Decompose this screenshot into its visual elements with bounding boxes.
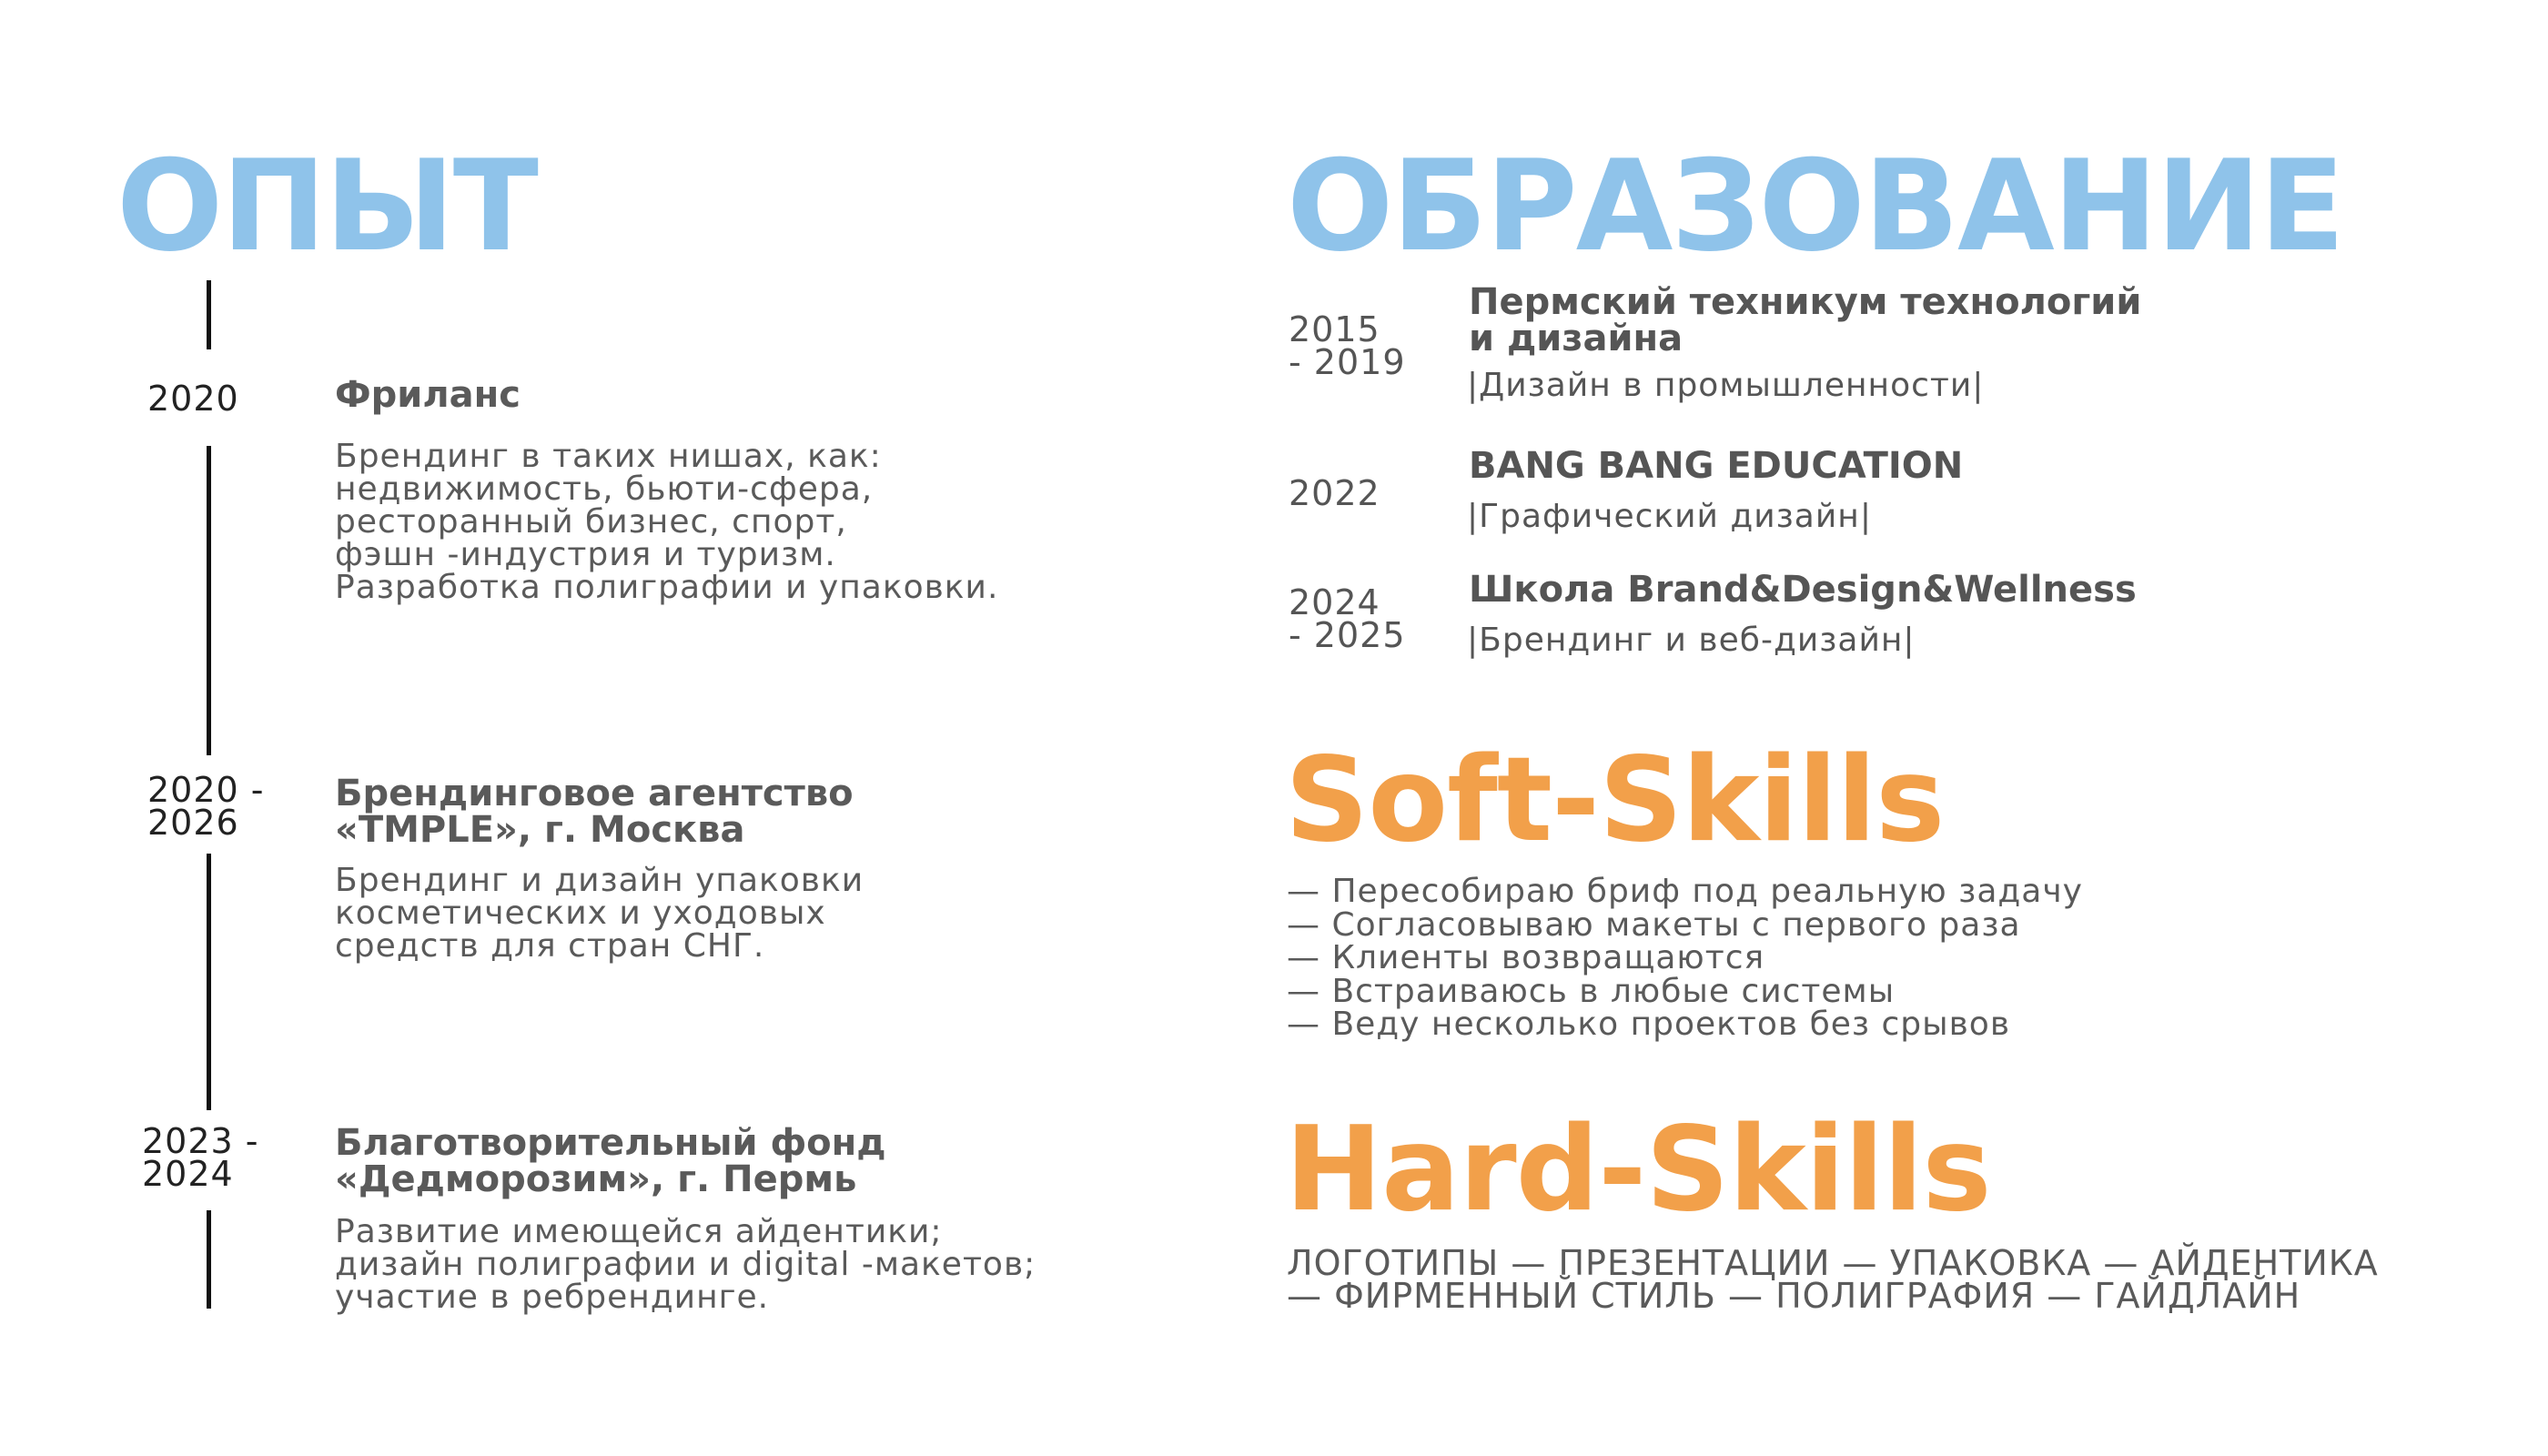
education-specialty: |Графический дизайн| bbox=[1467, 498, 1872, 535]
education-year: 2022 bbox=[1289, 473, 1380, 513]
experience-title: Брендинговое агентство «TMPLE», г. Москва bbox=[335, 773, 854, 851]
experience-title: Благотворительный фонд «Дедморозим», г. Пермь bbox=[335, 1122, 886, 1200]
timeline-segment bbox=[207, 446, 211, 755]
soft-skill-item: — Встраиваюсь в любые системы bbox=[1287, 972, 1896, 1010]
timeline-segment bbox=[207, 1210, 211, 1309]
education-year: 2024 - 2025 bbox=[1289, 582, 1406, 655]
experience-description: Брендинг в таких нишах, как: недвижимость, бьюти-сфера, ресторанный бизнес, спорт, фэшн -индустрия и туризм. Разработка полиграфии и упаковки. bbox=[335, 438, 999, 606]
experience-title: Фриланс bbox=[335, 374, 521, 416]
soft-skill-item: — Согласовываю макеты с первого раза bbox=[1287, 905, 2021, 944]
experience-year: 2020 bbox=[147, 379, 239, 419]
experience-heading: ОПЫТ bbox=[116, 133, 537, 279]
education-school: Пермский техникум технологий и дизайна bbox=[1469, 281, 2142, 359]
education-school: BANG BANG EDUCATION bbox=[1469, 445, 1964, 487]
education-specialty: |Брендинг и веб-дизайн| bbox=[1467, 622, 1916, 659]
soft-skills-heading: Soft-Skills bbox=[1285, 733, 1945, 868]
soft-skill-item: — Клиенты возвращаются bbox=[1287, 939, 1765, 976]
timeline-segment bbox=[207, 854, 211, 1110]
education-specialty: |Дизайн в промышленности| bbox=[1467, 367, 1985, 404]
soft-skill-item: — Пересобираю бриф под реальную задачу bbox=[1287, 873, 2083, 910]
hard-skills-line: — ФИРМЕННЫЙ СТИЛЬ — ПОЛИГРАФИЯ — ГАЙДЛАЙН bbox=[1287, 1276, 2301, 1316]
education-specialty-text: Дизайн в промышленности bbox=[1479, 367, 1973, 404]
soft-skills-list bbox=[1287, 875, 2083, 1042]
education-year: 2015 - 2019 bbox=[1289, 309, 1406, 382]
education-school: Школа Brand&Design&Wellness bbox=[1469, 569, 2137, 611]
experience-description: Развитие имеющейся айдентики; дизайн полиграфии и digital -макетов; участие в ребрендинге. bbox=[335, 1213, 1036, 1316]
education-heading: ОБРАЗОВАНИЕ bbox=[1287, 133, 2344, 279]
hard-skills-line: ЛОГОТИПЫ — ПРЕЗЕНТАЦИИ — УПАКОВКА — АЙДЕНТИКА bbox=[1287, 1243, 2379, 1283]
education-specialty-text: Брендинг и веб-дизайн bbox=[1479, 622, 1904, 659]
timeline-segment bbox=[207, 280, 211, 349]
soft-skill-item: — Веду несколько проектов без срывов bbox=[1287, 1006, 2011, 1043]
hard-skills-heading: Hard-Skills bbox=[1285, 1102, 1991, 1238]
experience-description: Брендинг и дизайн упаковки косметических и уходовых средств для стран СНГ. bbox=[335, 862, 864, 965]
experience-year: 2020 - 2026 bbox=[147, 770, 265, 843]
experience-year: 2023 - 2024 bbox=[142, 1121, 259, 1194]
education-specialty-text: Графический дизайн bbox=[1479, 498, 1860, 535]
